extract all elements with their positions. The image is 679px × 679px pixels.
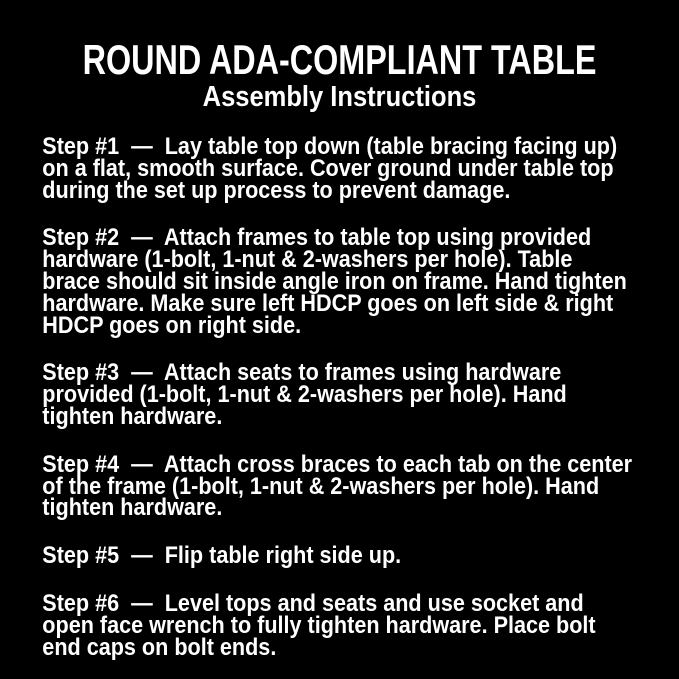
step-paragraph: Step #5 — Flip table right side up. — [42, 542, 402, 570]
step-paragraph: Step #6 — Level tops and seats and use socket and open face wrench to fully tighten hardware. Place bolt end caps on bolt ends. — [42, 589, 596, 661]
step-paragraph: Step #2 — Attach frames to table top using provided hardware (1-bolt, 1-nut & 2-washers per hole). Table brace should sit inside angle iron on frame. Hand tighten hardware. Make sure left HDCP goes on left side & right HDCP goes on right side. — [42, 224, 627, 339]
step-paragraph: Step #3 — Attach seats to frames using hardware provided (1-bolt, 1-nut & 2-washers per hole). Hand tighten hardware. — [42, 359, 567, 430]
page-title: ROUND ADA-COMPLIANT TABLE — [82, 36, 597, 83]
steps-list — [0, 133, 679, 661]
page-subtitle: Assembly Instructions — [202, 81, 477, 113]
step-paragraph: Step #4 — Attach cross braces to each tab on the center of the frame (1-bolt, 1-nut & 2-washers per hole). Hand tighten hardware. — [42, 450, 633, 522]
step-paragraph: Step #1 — Lay table top down (table bracing facing up) on a flat, smooth surface. Cover ground under table top during the set up process to prevent damage. — [42, 133, 618, 204]
